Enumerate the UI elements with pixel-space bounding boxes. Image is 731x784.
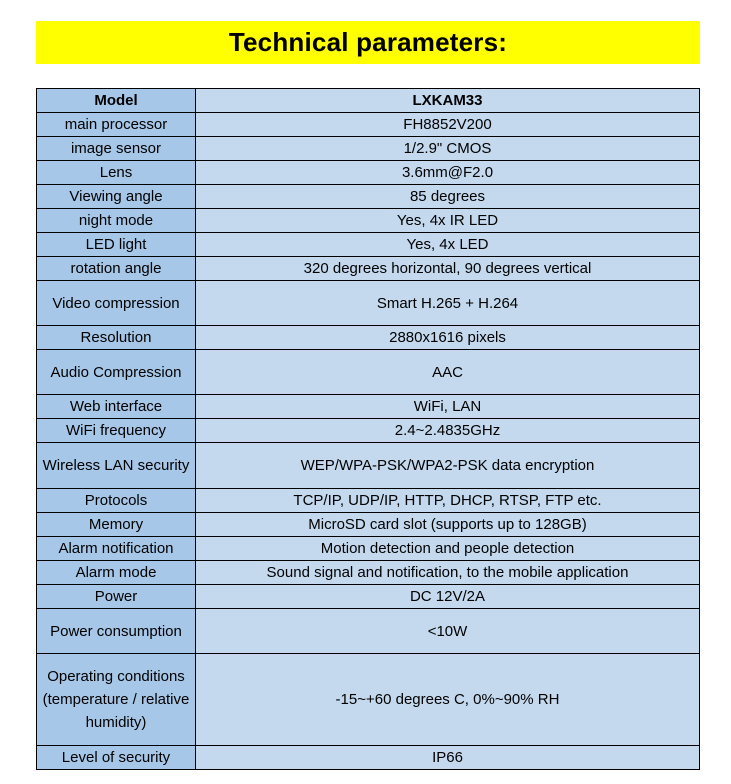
table-row	[37, 113, 700, 137]
table-row	[37, 561, 700, 585]
row-value: -15~+60 degrees C, 0%~90% RH	[196, 654, 700, 746]
row-value: 2880x1616 pixels	[196, 326, 700, 350]
row-label: Web interface	[37, 395, 196, 419]
row-label: Level of security	[37, 746, 196, 770]
table-row	[37, 185, 700, 209]
header-label-cell: Model	[37, 89, 196, 113]
row-label: main processor	[37, 113, 196, 137]
row-value: FH8852V200	[196, 113, 700, 137]
row-value: Yes, 4x IR LED	[196, 209, 700, 233]
row-value: 1/2.9" CMOS	[196, 137, 700, 161]
row-value: Yes, 4x LED	[196, 233, 700, 257]
row-value: 320 degrees horizontal, 90 degrees vertical	[196, 257, 700, 281]
table-row	[37, 654, 700, 746]
row-label: night mode	[37, 209, 196, 233]
row-value: <10W	[196, 609, 700, 654]
table-row	[37, 443, 700, 489]
row-value: AAC	[196, 350, 700, 395]
table-row	[37, 537, 700, 561]
row-value: IP66	[196, 746, 700, 770]
table-row	[37, 489, 700, 513]
row-label: Power	[37, 585, 196, 609]
row-value: MicroSD card slot (supports up to 128GB)	[196, 513, 700, 537]
row-label: Protocols	[37, 489, 196, 513]
row-label: image sensor	[37, 137, 196, 161]
table-row	[37, 257, 700, 281]
row-value: WiFi, LAN	[196, 395, 700, 419]
row-value: 2.4~2.4835GHz	[196, 419, 700, 443]
row-label: Operating conditions (temperature / relative humidity)	[37, 654, 196, 746]
row-label: Alarm notification	[37, 537, 196, 561]
table-row	[37, 350, 700, 395]
row-label: Viewing angle	[37, 185, 196, 209]
table-row	[37, 233, 700, 257]
row-label: Power consumption	[37, 609, 196, 654]
row-value: TCP/IP, UDP/IP, HTTP, DHCP, RTSP, FTP etc.	[196, 489, 700, 513]
table-row	[37, 419, 700, 443]
table-row	[37, 513, 700, 537]
row-value: Motion detection and people detection	[196, 537, 700, 561]
row-value: Smart H.265 + H.264	[196, 281, 700, 326]
row-label: Lens	[37, 161, 196, 185]
header-value-cell: LXKAM33	[196, 89, 700, 113]
row-value: WEP/WPA-PSK/WPA2-PSK data encryption	[196, 443, 700, 489]
table-row	[37, 137, 700, 161]
specs-table	[36, 88, 700, 770]
table-row	[37, 746, 700, 770]
row-label: Memory	[37, 513, 196, 537]
row-value: 3.6mm@F2.0	[196, 161, 700, 185]
table-header-row	[37, 89, 700, 113]
row-label: Alarm mode	[37, 561, 196, 585]
row-label: Audio Compression	[37, 350, 196, 395]
table-row	[37, 326, 700, 350]
page-title: Technical parameters:	[228, 27, 508, 57]
row-label: Video compression	[37, 281, 196, 326]
row-value: DC 12V/2A	[196, 585, 700, 609]
row-label: Wireless LAN security	[37, 443, 196, 489]
row-value: Sound signal and notification, to the mobile application	[196, 561, 700, 585]
table-row	[37, 395, 700, 419]
table-row	[37, 585, 700, 609]
table-row	[37, 281, 700, 326]
row-label: WiFi frequency	[37, 419, 196, 443]
row-label: LED light	[37, 233, 196, 257]
title-banner	[36, 21, 700, 64]
table-row	[37, 609, 700, 654]
row-label: Resolution	[37, 326, 196, 350]
table-row	[37, 161, 700, 185]
row-label: rotation angle	[37, 257, 196, 281]
table-row	[37, 209, 700, 233]
row-value: 85 degrees	[196, 185, 700, 209]
